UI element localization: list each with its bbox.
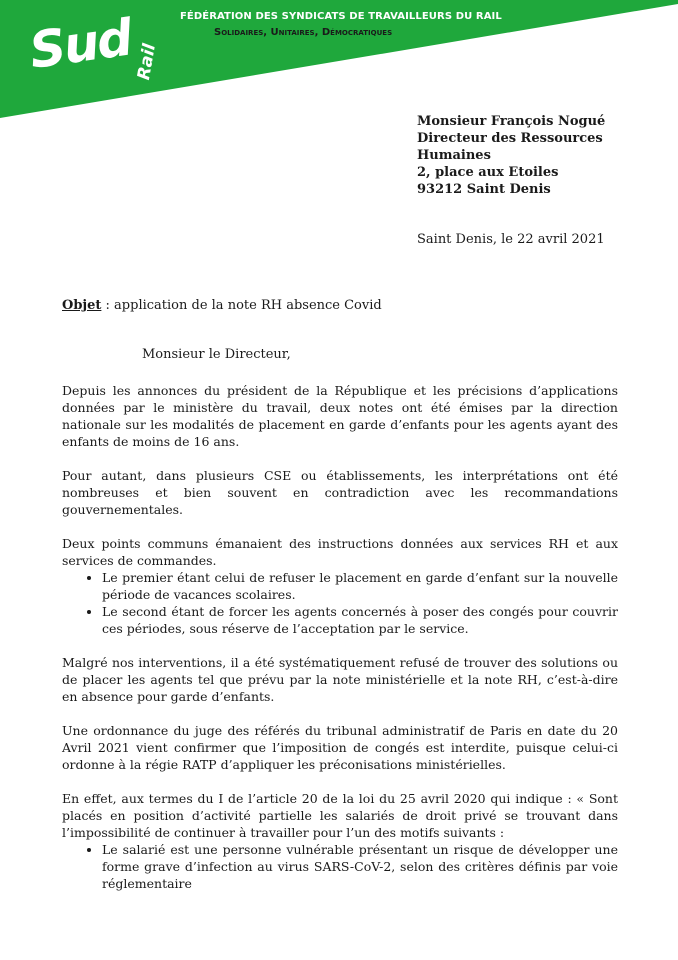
paragraph: Depuis les annonces du président de la République et les précisions d’applications données par le ministère du travail, deux notes ont été émises par la direction nationale sur les modalités de placement en garde d’enfants pour les agents ayant des enfants de moins de 16 ans.	[62, 383, 618, 449]
recipient-address	[417, 113, 605, 198]
paragraph: Deux points communs émanaient des instructions données aux services RH et aux services de commandes.	[62, 536, 618, 568]
bullet-list	[62, 841, 618, 892]
rail-logo: Rail	[134, 42, 160, 82]
list-item: • Le second étant de forcer les agents concernés à poser des congés pour couvrir ces périodes, sous réserve de l’acceptation par le service.	[102, 603, 618, 637]
letter-subject	[62, 298, 382, 313]
letter-body	[62, 382, 618, 909]
paragraph: Une ordonnance du juge des référés du tribunal administratif de Paris en date du 20 Avril 2021 vient confirmer que l’imposition de congés est interdite, puisque celui-ci ordonne à la régie RATP d’appliquer les préconisations ministérielles.	[62, 723, 618, 772]
federation-title: FÉDÉRATION DES SYNDICATS DE TRAVAILLEURS DU RAIL	[180, 11, 502, 22]
letter-date: Saint Denis, le 22 avril 2021	[417, 232, 605, 247]
sud-logo: Sud	[25, 8, 135, 80]
recipient-line: 93212 Saint Denis	[417, 182, 551, 197]
paragraph: Malgré nos interventions, il a été systématiquement refusé de trouver des solutions ou de placer les agents tel que prévu par la note ministérielle et la note RH, c’est-à-dire en absence pour garde d’enfants.	[62, 655, 618, 704]
recipient-line: Humaines	[417, 148, 491, 163]
subject-text: : application de la note RH absence Covid	[101, 298, 382, 313]
recipient-line: 2, place aux Etoiles	[417, 165, 559, 180]
paragraph: En effet, aux termes du I de l’article 20 de la loi du 25 avril 2020 qui indique : « Sont placés en position d’activité partielle les salariés de droit privé se trouvant dans l’impossibilité de continuer à travailler pour l’un des motifs suivants :	[62, 791, 618, 840]
recipient-line: Directeur des Ressources	[417, 131, 603, 146]
bullet-list	[62, 569, 618, 637]
recipient-line: Monsieur François Nogué	[417, 114, 606, 129]
letterhead	[0, 0, 678, 118]
list-item: • Le salarié est une personne vulnérable présentant un risque de développer une forme grave d’infection au virus SARS-CoV-2, selon des critères définis par voie réglementaire	[102, 841, 618, 892]
paragraph: Pour autant, dans plusieurs CSE ou établissements, les interprétations ont été nombreuses et bien souvent en contradiction avec les recommandations gouvernementales.	[62, 468, 618, 517]
federation-tagline: Solidaires, Unitaires, Démocratiques	[214, 27, 393, 38]
subject-label: Objet	[62, 298, 102, 313]
list-item: • Le premier étant celui de refuser le placement en garde d’enfant sur la nouvelle période de vacances scolaires.	[102, 569, 618, 603]
salutation: Monsieur le Directeur,	[142, 347, 291, 362]
